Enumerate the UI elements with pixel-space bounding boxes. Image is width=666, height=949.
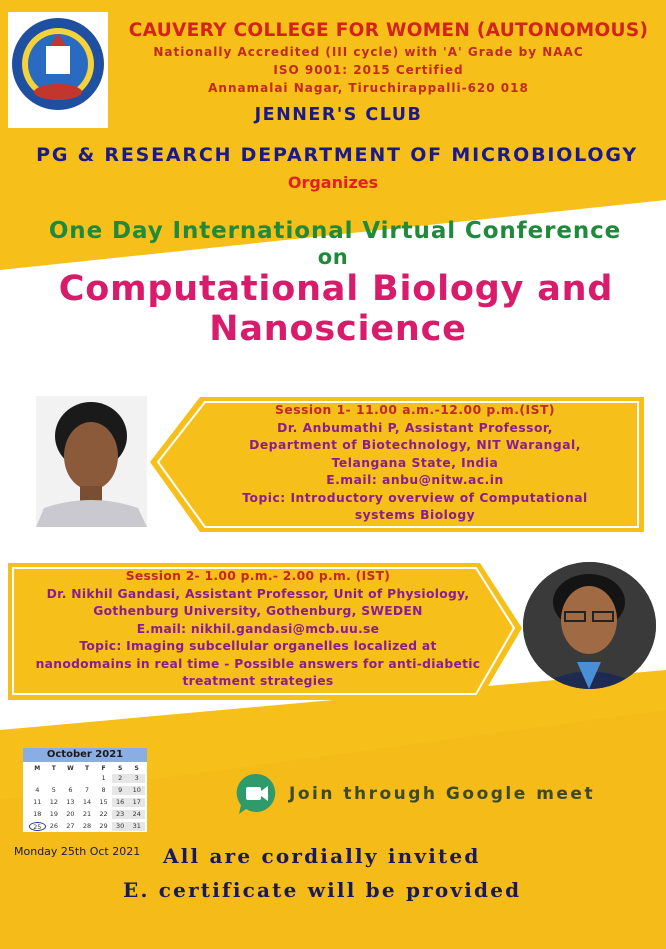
calendar-weekdays xyxy=(29,765,145,772)
session1-email: E.mail: anbu@nitw.ac.in xyxy=(326,473,504,487)
college-name: CAUVERY COLLEGE FOR WOMEN (AUTONOMOUS) xyxy=(128,20,649,41)
college-address: Annamalai Nagar, Tiruchirappalli-620 018 xyxy=(208,81,529,95)
session1-location: Telangana State, India xyxy=(331,455,499,470)
college-logo xyxy=(8,12,108,128)
calendar-day: 28 xyxy=(82,822,92,830)
calendar-day: 9 xyxy=(112,786,129,795)
department-name: PG & RESEARCH DEPARTMENT OF MICROBIOLOGY xyxy=(36,144,638,166)
calendar-day: 11 xyxy=(33,798,42,806)
organizes-label: Organizes xyxy=(287,173,379,192)
calendar-day: 25 xyxy=(29,822,46,831)
speaker1-photo xyxy=(36,396,147,527)
calendar-day: 2 xyxy=(112,774,129,783)
calendar-day: 14 xyxy=(82,798,92,806)
session1-details xyxy=(180,402,650,525)
speaker2-photo xyxy=(523,562,656,689)
event-title-line1: Computational Biology and xyxy=(58,269,614,309)
calendar-weekday: M xyxy=(34,765,41,772)
calendar-day xyxy=(46,774,63,783)
calendar-day: 30 xyxy=(112,822,129,831)
calendar-day: 31 xyxy=(128,822,145,831)
calendar-day: 4 xyxy=(35,786,40,794)
calendar-day: 13 xyxy=(66,798,75,806)
join-meet-text: Join through Google meet xyxy=(289,784,596,804)
calendar-day: 26 xyxy=(49,822,58,830)
calendar-weekday: T xyxy=(51,765,56,772)
calendar-day: 24 xyxy=(128,810,145,819)
calendar-day: 22 xyxy=(99,810,108,818)
calendar-day xyxy=(79,774,96,783)
calendar-weekday: W xyxy=(67,765,74,772)
session1-time: Session 1- 11.00 a.m.-12.00 p.m.(IST) xyxy=(275,403,555,417)
calendar-month: October 2021 xyxy=(23,748,147,762)
calendar-day: 12 xyxy=(49,798,58,806)
calendar-weekday: S xyxy=(134,765,139,772)
session2-time: Session 2- 1.00 p.m.- 2.00 p.m. (IST) xyxy=(125,569,391,583)
calendar-day xyxy=(62,774,79,783)
calendar-day: 21 xyxy=(82,810,92,818)
calendar-day: 5 xyxy=(51,786,56,794)
session1-department: Department of Biotechnology, NIT Warangal, xyxy=(249,438,581,452)
calendar-day: 17 xyxy=(128,798,145,807)
calendar-day: 7 xyxy=(84,786,90,794)
calendar-day xyxy=(29,774,46,783)
calendar-weekday: T xyxy=(84,765,90,772)
calendar-day: 3 xyxy=(128,774,145,783)
calendar-day: 6 xyxy=(68,786,73,794)
session1-topic-line2: systems Biology xyxy=(354,508,476,522)
on-label: on xyxy=(317,245,349,269)
calendar-day: 23 xyxy=(112,810,129,819)
google-meet-icon xyxy=(236,772,278,816)
session2-affiliation: Gothenburg University, Gothenburg, SWEDEN xyxy=(93,604,423,618)
calendar-day: 8 xyxy=(101,786,106,794)
calendar-widget xyxy=(23,748,147,832)
calendar-day: 27 xyxy=(66,822,75,830)
session2-topic-line1: Topic: Imaging subcellular organelles localized at xyxy=(79,639,437,653)
invitation-text: All are cordially invited xyxy=(163,844,481,868)
calendar-day: 15 xyxy=(99,798,108,806)
calendar-grid xyxy=(29,774,145,831)
calendar-day: 29 xyxy=(99,822,108,830)
calendar-day: 20 xyxy=(66,810,75,818)
iso-certification: ISO 9001: 2015 Certified xyxy=(273,63,464,77)
event-title-line2: Nanoscience xyxy=(209,309,467,349)
club-name: JENNER'S CLUB xyxy=(254,105,423,125)
session1-speaker: Dr. Anbumathi P, Assistant Professor, xyxy=(277,420,553,435)
event-date: Monday 25th Oct 2021 xyxy=(14,845,141,858)
calendar-weekday: F xyxy=(101,765,106,772)
calendar-day: 18 xyxy=(33,810,42,818)
session2-topic-line3: treatment strategies xyxy=(182,674,334,688)
calendar-day: 1 xyxy=(101,774,106,782)
session2-topic-line2: nanodomains in real time - Possible answers for anti-diabetic xyxy=(35,656,481,671)
session2-speaker: Dr. Nikhil Gandasi, Assistant Professor, Unit of Physiology, xyxy=(46,586,470,601)
session1-topic-line1: Topic: Introductory overview of Computational xyxy=(242,490,588,505)
session2-email: E.mail: nikhil.gandasi@mcb.uu.se xyxy=(136,621,380,636)
calendar-day: 19 xyxy=(49,810,58,818)
calendar-day: 16 xyxy=(112,798,129,807)
certificate-text: E. certificate will be provided xyxy=(123,878,522,902)
session2-details xyxy=(8,568,508,691)
calendar-day: 10 xyxy=(128,786,145,795)
accreditation-text: Nationally Accredited (III cycle) with 'A' Grade by NAAC xyxy=(153,45,584,59)
calendar-weekday: S xyxy=(117,765,123,772)
conference-type: One Day International Virtual Conference xyxy=(48,218,622,244)
